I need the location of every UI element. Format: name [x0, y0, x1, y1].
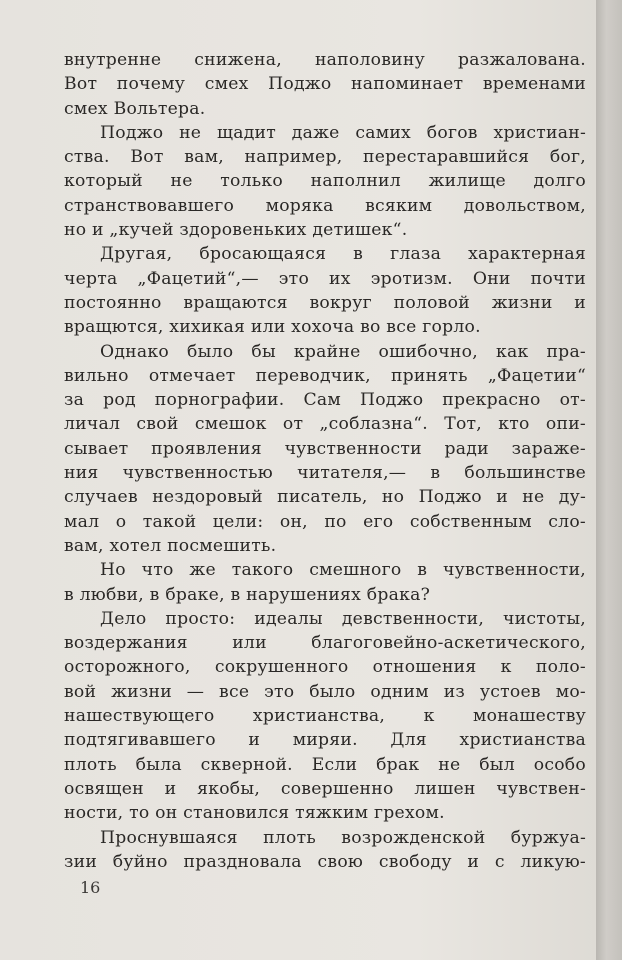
- text-line: ния чувственностью читателя,— в большинстве: [64, 463, 586, 484]
- text-line: подтягивавшего и миряи. Для христианства: [64, 730, 586, 751]
- page-edge: [596, 0, 622, 960]
- text-line: за род порнографии. Сам Поджо прекрасно от-: [64, 390, 586, 411]
- text-line: осторожного, сокрушенного отношения к поло-: [64, 657, 586, 678]
- text-line: освящен и якобы, совершенно лишен чувствен-: [64, 778, 586, 799]
- text-line: вращются, хихикая или хохоча во все горло.: [64, 317, 481, 338]
- text-line: постоянно вращаются вокруг половой жизни и: [64, 292, 586, 313]
- text-line: черта „Фацетий“,— это их эротизм. Они почти: [64, 268, 586, 289]
- text-line: ности, то он становился тяжким грехом.: [64, 803, 445, 824]
- body-text: [64, 48, 586, 874]
- text-line: вильно отмечает переводчик, принять „Фацетии“: [64, 365, 586, 386]
- page-number: 16: [80, 878, 101, 897]
- text-line: внутренне снижена, наполовину разжалована.: [64, 50, 586, 70]
- text-line: воздержания или благоговейно-аскетического,: [64, 633, 586, 654]
- text-line: Однако было бы крайне ошибочно, как пра-: [100, 341, 586, 362]
- text-line: Вот почему смех Поджо напоминает временами: [64, 74, 586, 95]
- text-line: личал свой смешок от „соблазна“. Тот, кто опи-: [64, 414, 586, 435]
- text-line: Другая, бросающаяся в глаза характерная: [100, 244, 586, 265]
- text-line: случаев нездоровый писатель, но Поджо и не ду-: [64, 487, 586, 508]
- text-line: в любви, в браке, в нарушениях брака?: [64, 584, 431, 605]
- text-line: странствовавшего моряка всяким довольством,: [64, 195, 586, 216]
- text-line: вам, хотел посмешить.: [64, 535, 277, 556]
- text-line: но и „кучей здоровеньких детишек“.: [64, 220, 408, 241]
- text-line: смех Вольтера.: [64, 98, 206, 119]
- text-line: Дело просто: идеалы девственности, чистоты,: [100, 608, 586, 629]
- text-line: Поджо не щадит даже самих богов христиан-: [100, 122, 586, 143]
- text-line: Но что же такого смешного в чувственности,: [100, 560, 586, 581]
- text-line: нашествующего христианства, к монашеству: [64, 706, 586, 727]
- text-line: зии буйно праздновала свою свободу и с ликую-: [64, 851, 586, 872]
- text-line: вой жизни — все это было одним из устоев мо-: [64, 681, 586, 702]
- text-line: ства. Вот вам, например, перестаравшийся бог,: [64, 147, 586, 168]
- text-line: мал о такой цели: он, по его собственным сло-: [64, 511, 586, 532]
- text-line: сывает проявления чувственности ради зараже-: [64, 438, 586, 459]
- text-line: Проснувшаяся плоть возрожденской буржуа-: [100, 827, 586, 848]
- text-line: плоть была скверной. Если брак не был особо: [64, 754, 586, 775]
- text-line: который не только наполнил жилище долго: [64, 171, 586, 192]
